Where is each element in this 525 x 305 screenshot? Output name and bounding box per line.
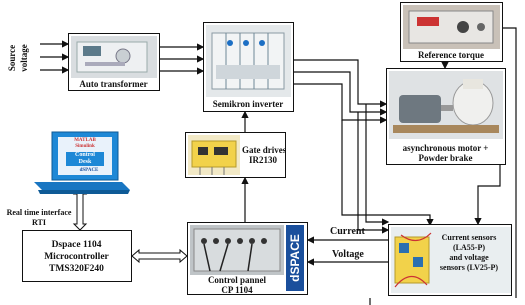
current-signal-label: Current: [330, 226, 365, 237]
reference-torque-photo: [403, 5, 500, 49]
auto-transformer-label: Auto transformer: [79, 79, 148, 89]
rti-label: Real time interface RTI: [6, 208, 72, 227]
reference-torque-block: [400, 2, 503, 62]
semikron-inverter-block: [203, 22, 294, 112]
matlab-label: MATLAB Simulink: [74, 138, 96, 149]
laptop-base: [34, 182, 130, 190]
dspace-vertical-logo: dSPACE: [288, 234, 302, 282]
motor-photo: [389, 71, 503, 139]
motor-to-sensor: [478, 165, 500, 224]
dspace-vertical-bar: [286, 225, 304, 291]
source-voltage-label: [1, 38, 37, 78]
gate-drives-label: Gate drives IR2130: [242, 145, 287, 165]
semikron-inverter-photo: [206, 25, 291, 97]
dspace-mcu-label: Dspace 1104 Microcontroller TMS320F240: [44, 240, 109, 274]
motor-block: [386, 68, 506, 165]
inv-to-motor-1: [294, 60, 386, 104]
sensors-block: [388, 224, 512, 296]
source-voltage-line-1: Source: [7, 44, 17, 72]
laptop-dspace-label: dSPACE: [79, 168, 99, 173]
control-panel-label: Control pannel CP 1104: [207, 275, 267, 295]
control-desk-label: Control Desk: [66, 152, 104, 166]
tap-to-sensor-2: [358, 112, 388, 230]
laptop: [30, 128, 130, 194]
source-voltage-line-2: voltage: [19, 44, 29, 72]
voltage-signal-label: Voltage: [332, 249, 364, 260]
semikron-inverter-label: Semikron inverter: [212, 99, 284, 109]
inv-to-motor-2: [294, 72, 386, 112]
control-panel-block: [187, 222, 308, 295]
gate-drives-photo: [188, 135, 240, 175]
gate-drives-block: [185, 132, 286, 178]
tap-to-sensor-1: [366, 104, 388, 222]
inv-to-motor-3: [294, 84, 386, 120]
reference-torque-label: Reference torque: [418, 50, 484, 60]
control-panel-photo: [190, 225, 284, 275]
auto-transformer-photo: [71, 36, 157, 78]
motor-label: asynchronous motor + Powder brake: [402, 143, 489, 163]
auto-transformer-block: [68, 33, 160, 91]
sensors-label: Current sensors (LA55-P) and voltage sensors (LV25-P): [439, 233, 499, 272]
dspace-mcu-block: [22, 230, 132, 282]
dspace-cp-double-arrow: [132, 250, 187, 262]
